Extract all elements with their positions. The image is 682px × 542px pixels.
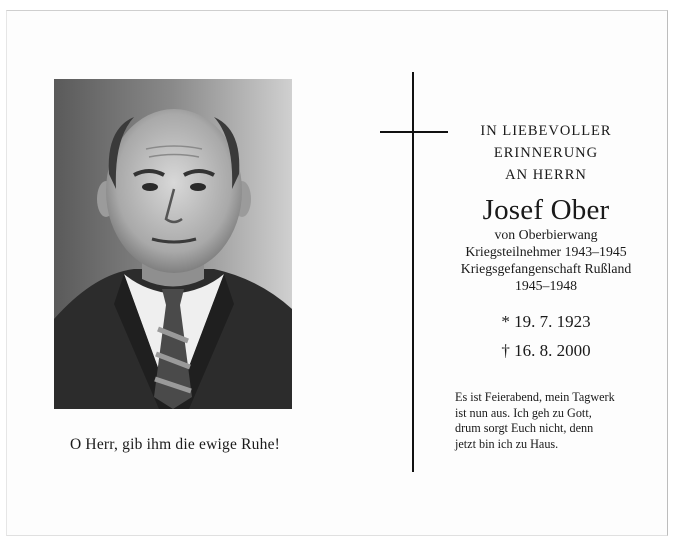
poem-line: drum sorgt Euch nicht, denn bbox=[455, 421, 594, 435]
intro-line: ERINNERUNG bbox=[493, 145, 599, 161]
deceased-name: Josef Ober bbox=[482, 194, 610, 226]
poem-line: jetzt bin ich zu Haus. bbox=[455, 436, 559, 451]
poem-line: ist nun aus. Ich geh zu Gott, bbox=[455, 405, 592, 420]
birth-date: * 19. 7. 1923 bbox=[501, 312, 591, 331]
detail-line: Kriegsteilnehmer 1943–1945 bbox=[465, 244, 627, 259]
biography-details bbox=[436, 226, 656, 294]
memorial-poem bbox=[455, 390, 655, 452]
detail-line: Kriegsgefangenschaft Rußland bbox=[460, 261, 632, 276]
death-date: † 16. 8. 2000 bbox=[501, 341, 591, 360]
memorial-intro bbox=[436, 120, 656, 186]
prayer-caption: O Herr, gib ihm die ewige Ruhe! bbox=[69, 436, 281, 453]
poem-line: Es ist Feierabend, mein Tagwerk bbox=[455, 390, 615, 404]
portrait-photo bbox=[54, 79, 292, 409]
intro-line: IN LIEBEVOLLER bbox=[480, 123, 612, 139]
detail-line: von Oberbierwang bbox=[494, 227, 598, 242]
detail-line: 1945–1948 bbox=[514, 278, 578, 293]
intro-line: AN HERRN bbox=[505, 167, 587, 183]
